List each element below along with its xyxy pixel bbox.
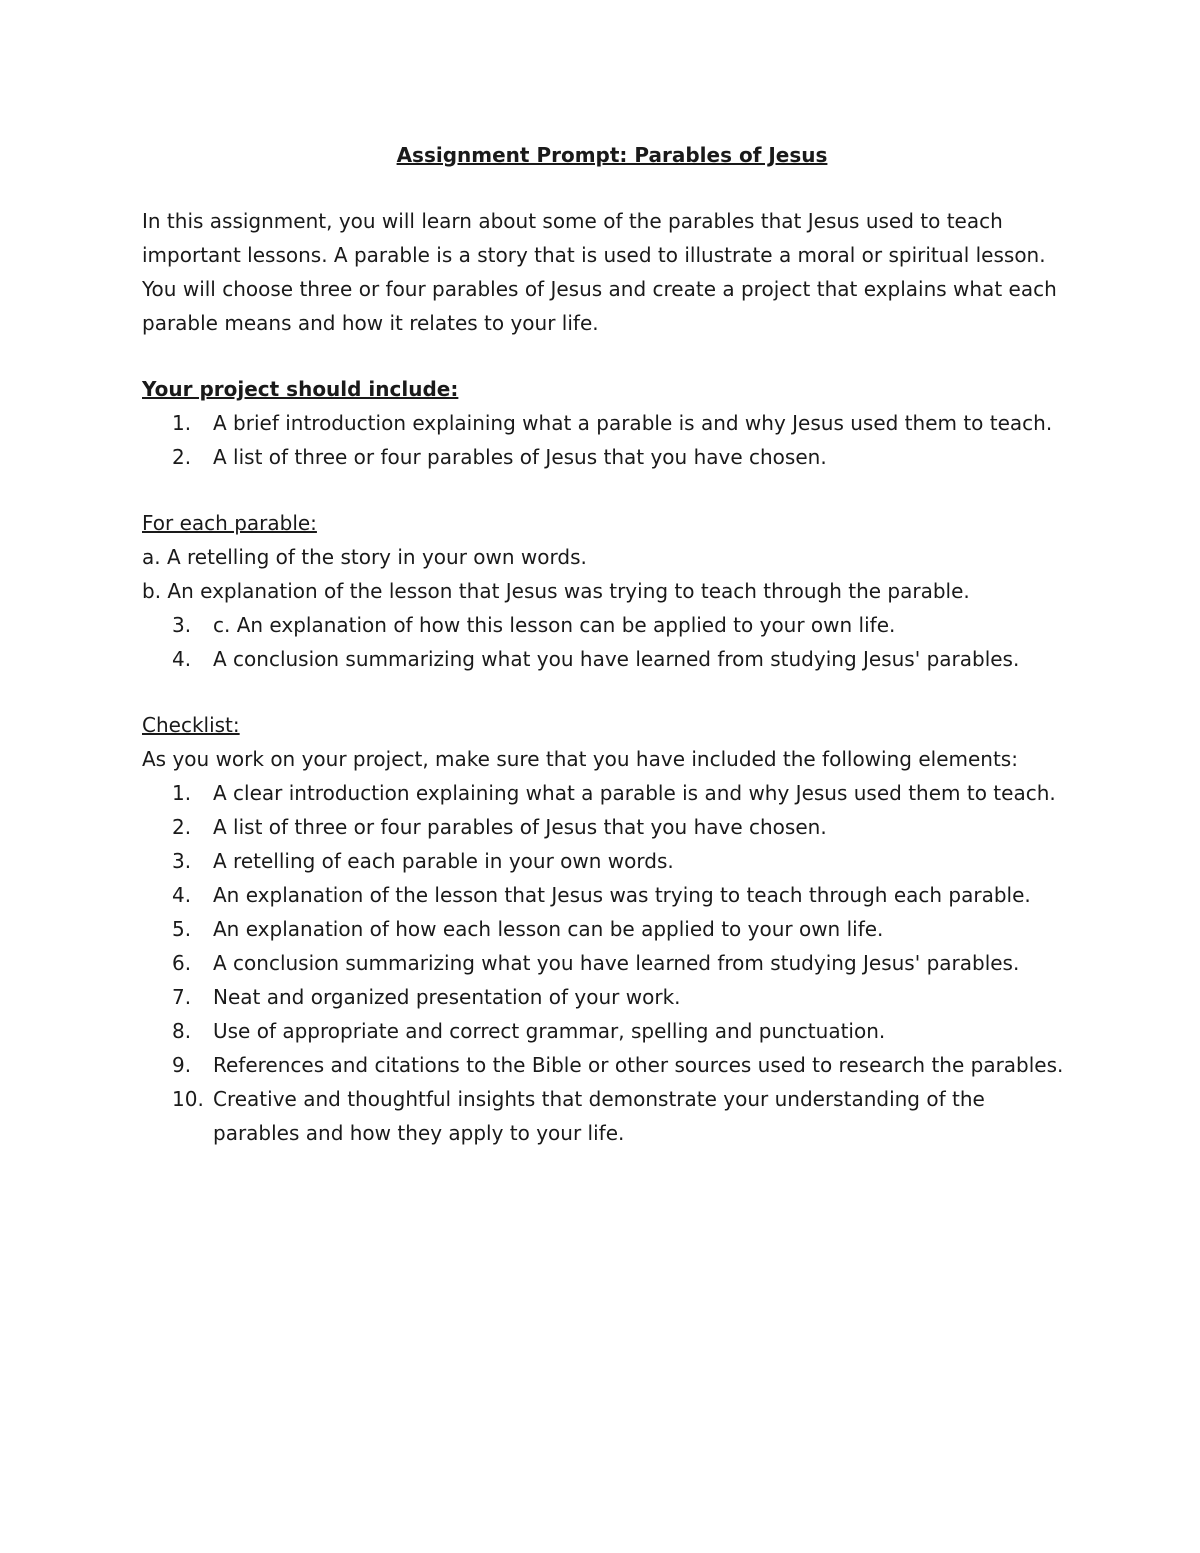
item-number: 8. bbox=[172, 1019, 192, 1043]
item-number: 5. bbox=[172, 917, 192, 941]
list-item bbox=[142, 1014, 1070, 1048]
item-number: 7. bbox=[172, 985, 192, 1009]
item-text: A list of three or four parables of Jesus that you have chosen. bbox=[213, 445, 827, 469]
item-text: Creative and thoughtful insights that demonstrate your understanding of the parables and how they apply to your life. bbox=[213, 1087, 985, 1145]
item-text: A clear introduction explaining what a parable is and why Jesus used them to teach. bbox=[213, 781, 1056, 805]
list-item bbox=[142, 440, 1070, 474]
item-text: References and citations to the Bible or other sources used to research the parables. bbox=[213, 1053, 1064, 1077]
document-title: Assignment Prompt: Parables of Jesus bbox=[396, 143, 828, 167]
item-number: 1. bbox=[172, 411, 192, 435]
checklist-heading: Checklist: bbox=[142, 713, 240, 737]
item-number: 4. bbox=[172, 883, 192, 907]
item-number: 2. bbox=[172, 815, 192, 839]
list-item bbox=[142, 912, 1070, 946]
item-number: 4. bbox=[172, 647, 192, 671]
list-item bbox=[142, 406, 1070, 440]
list-item bbox=[142, 878, 1070, 912]
list-item bbox=[142, 608, 1070, 642]
each-parable-heading: For each parable: bbox=[142, 511, 317, 535]
item-number: 2. bbox=[172, 445, 192, 469]
each-line-a: a. A retelling of the story in your own words. bbox=[142, 545, 587, 569]
item-text: An explanation of the lesson that Jesus was trying to teach through each parable. bbox=[213, 883, 1031, 907]
spacer bbox=[142, 676, 1070, 708]
item-text: An explanation of how each lesson can be applied to your own life. bbox=[213, 917, 884, 941]
item-text: A retelling of each parable in your own words. bbox=[213, 849, 674, 873]
item-text: A brief introduction explaining what a parable is and why Jesus used them to teach. bbox=[213, 411, 1053, 435]
list-item bbox=[142, 946, 1070, 980]
item-number: 9. bbox=[172, 1053, 192, 1077]
checklist-intro: As you work on your project, make sure that you have included the following elements: bbox=[142, 747, 1018, 771]
item-number: 6. bbox=[172, 951, 192, 975]
list-item bbox=[142, 844, 1070, 878]
item-number: 1. bbox=[172, 781, 192, 805]
list-item bbox=[142, 642, 1070, 676]
item-number: 3. bbox=[172, 613, 192, 637]
spacer bbox=[142, 474, 1070, 506]
spacer bbox=[142, 340, 1070, 372]
list-item bbox=[142, 810, 1070, 844]
item-text: c. An explanation of how this lesson can be applied to your own life. bbox=[213, 613, 896, 637]
item-text: A conclusion summarizing what you have learned from studying Jesus' parables. bbox=[213, 647, 1020, 671]
list-item bbox=[142, 776, 1070, 810]
each-line-b: b. An explanation of the lesson that Jesus was trying to teach through the parable. bbox=[142, 579, 970, 603]
each-parable-list bbox=[142, 608, 1070, 676]
list-item bbox=[142, 980, 1070, 1014]
include-heading: Your project should include: bbox=[142, 377, 459, 401]
intro-paragraph: In this assignment, you will learn about some of the parables that Jesus used to teach important lessons. A parable is a story that is used to illustrate a moral or spiritual lesson. You will choose three or four parables of Jesus and create a project that explains what each parable means and how it relates to your life. bbox=[142, 209, 1057, 335]
item-number: 3. bbox=[172, 849, 192, 873]
include-list bbox=[142, 406, 1070, 474]
item-text: Neat and organized presentation of your work. bbox=[213, 985, 681, 1009]
list-item bbox=[142, 1082, 1070, 1150]
item-text: Use of appropriate and correct grammar, spelling and punctuation. bbox=[213, 1019, 886, 1043]
item-text: A conclusion summarizing what you have learned from studying Jesus' parables. bbox=[213, 951, 1020, 975]
checklist-list bbox=[142, 776, 1070, 1150]
item-text: A list of three or four parables of Jesus that you have chosen. bbox=[213, 815, 827, 839]
list-item bbox=[142, 1048, 1070, 1082]
item-number: 10. bbox=[172, 1087, 204, 1111]
